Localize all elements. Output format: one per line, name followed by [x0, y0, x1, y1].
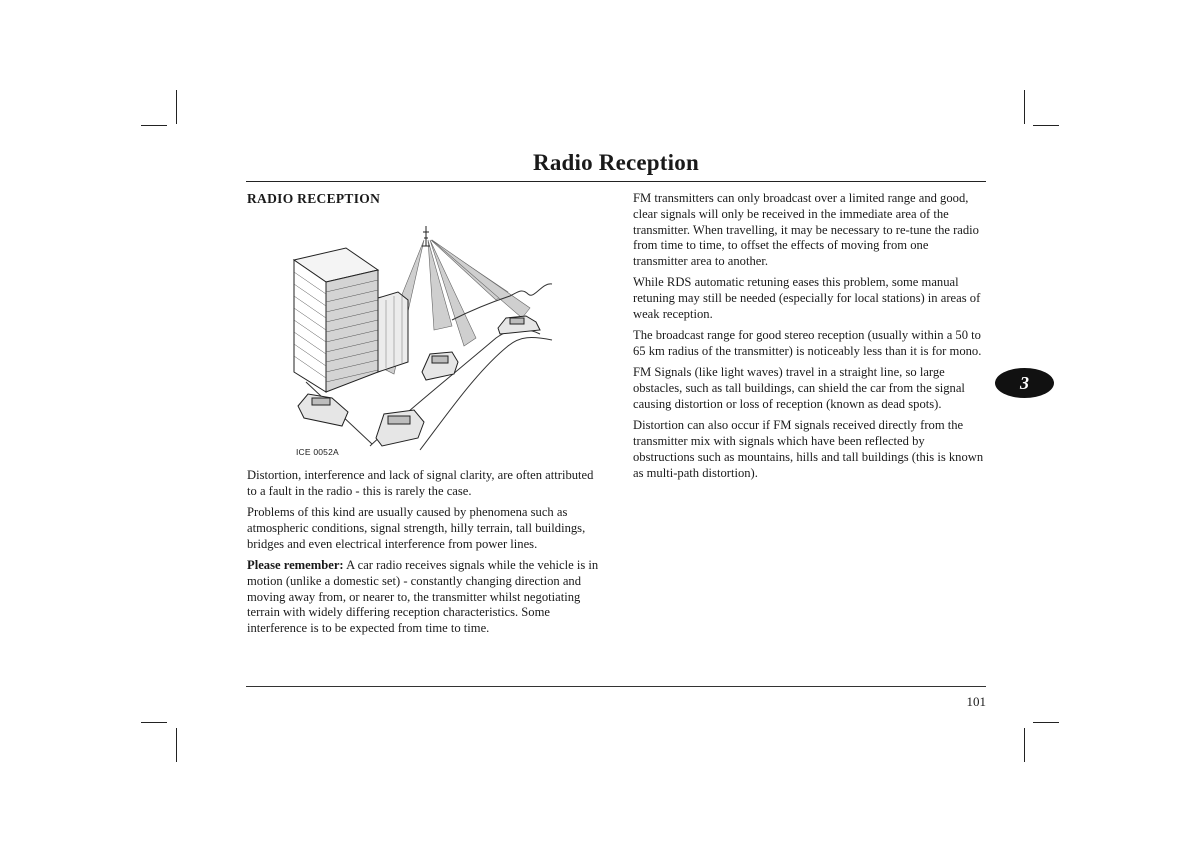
header-rule [246, 181, 986, 182]
chapter-tab: 3 [995, 368, 1054, 398]
paragraph: FM Signals (like light waves) travel in a straight line, so large obstacles, such as tall buildings, can shield the car from the signal causing distortion or loss of reception (known as dead spots). [633, 365, 965, 412]
bold-lead: Please remember: [247, 557, 344, 572]
car-mid [422, 352, 458, 380]
left-column-text [247, 468, 599, 642]
figure-code: ICE 0052A [296, 447, 339, 457]
paragraph: FM transmitters can only broadcast over a limited range and good, clear signals will only be received in the immediate area of the transmitter. When travelling, it may be necessary to re-tune the radio from time to time, to offset the effects of moving from one transmitter area to another. [633, 191, 979, 269]
radio-reception-illustration [286, 222, 558, 460]
right-column-text [633, 191, 985, 487]
crop-mark [1024, 90, 1025, 124]
car-front [376, 410, 424, 446]
paragraph-body: A car radio receives signals while the vehicle is in motion (unlike a domestic set) - constantly changing direction and moving away from, or nearer to, the transmitter whilst negotiating terrain with widely differing reception characteristics. Some interference is to be expected from time to time. [247, 557, 599, 636]
crop-mark [176, 728, 177, 762]
page-number: 101 [966, 694, 986, 709]
crop-mark [1024, 728, 1025, 762]
section-heading: RADIO RECEPTION [247, 191, 381, 206]
paragraph: While RDS automatic retuning eases this problem, some manual retuning may still be needed (especially for local stations) in areas of weak reception. [633, 275, 981, 322]
crop-mark [141, 125, 167, 126]
secondary-building [378, 292, 408, 372]
paragraph: Distortion can also occur if FM signals received directly from the transmitter mix with signals which have been reflected by obstructions such as mountains, hills and tall buildings (this is known as multi-path distortion). [633, 418, 984, 480]
paragraph: Problems of this kind are usually caused by phenomena such as atmospheric conditions, signal strength, hilly terrain, tall buildings, bridges and even electrical interference from power lines. [247, 505, 586, 551]
page-title: Radio Reception [533, 150, 699, 175]
crop-mark [141, 722, 167, 723]
footer-rule [246, 686, 986, 687]
crop-mark [176, 90, 177, 124]
tall-building [294, 248, 378, 392]
paragraph: The broadcast range for good stereo reception (usually within a 50 to 65 km radius of the transmitter) is noticeably less than it is for mono. [633, 328, 982, 359]
paragraph [247, 558, 599, 637]
paragraph: Distortion, interference and lack of signal clarity, are often attributed to a fault in the radio - this is rarely the case. [247, 468, 594, 498]
car-shadowed [298, 394, 348, 426]
crop-mark [1033, 722, 1059, 723]
crop-mark [1033, 125, 1059, 126]
